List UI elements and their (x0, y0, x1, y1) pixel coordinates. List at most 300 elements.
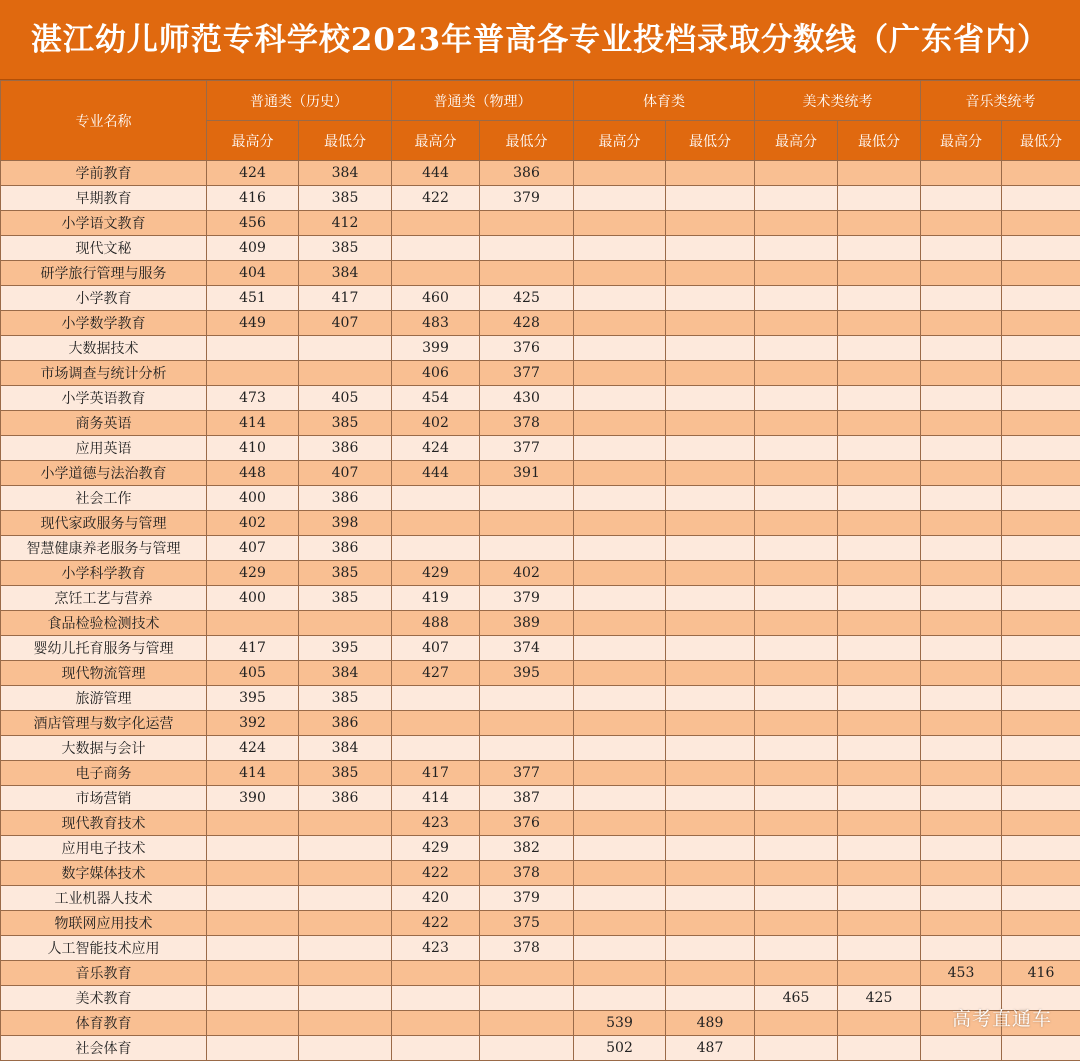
score-cell (574, 411, 666, 436)
score-cell (666, 836, 755, 861)
score-cell (921, 461, 1002, 486)
major-name-cell: 音乐教育 (1, 961, 207, 986)
header-max-sports: 最高分 (574, 121, 666, 161)
score-cell (574, 761, 666, 786)
score-cell (755, 361, 838, 386)
score-cell (755, 286, 838, 311)
score-cell (666, 361, 755, 386)
table-row (1, 336, 1080, 361)
score-cell (574, 836, 666, 861)
score-cell (838, 786, 921, 811)
major-name-cell: 美术教育 (1, 986, 207, 1011)
score-cell (1002, 936, 1080, 961)
score-cell (666, 961, 755, 986)
score-cell (921, 611, 1002, 636)
table-row (1, 836, 1080, 861)
score-cell (392, 536, 480, 561)
score-cell (666, 536, 755, 561)
score-cell (1002, 311, 1080, 336)
score-cell (755, 711, 838, 736)
major-name-cell: 小学英语教育 (1, 386, 207, 411)
score-cell: 449 (207, 311, 299, 336)
score-cell (755, 561, 838, 586)
score-cell (574, 586, 666, 611)
score-cell: 386 (299, 536, 392, 561)
score-cell (1002, 761, 1080, 786)
score-cell: 460 (392, 286, 480, 311)
major-name-cell: 小学语文教育 (1, 211, 207, 236)
score-cell (755, 336, 838, 361)
score-cell (1002, 611, 1080, 636)
score-cell: 398 (299, 511, 392, 536)
score-cell (299, 961, 392, 986)
score-cell (1002, 436, 1080, 461)
score-cell (574, 936, 666, 961)
header-max-music: 最高分 (921, 121, 1002, 161)
score-cell (838, 711, 921, 736)
score-cell (921, 161, 1002, 186)
score-cell (921, 261, 1002, 286)
score-cell (574, 911, 666, 936)
score-cell: 488 (392, 611, 480, 636)
score-cell (299, 836, 392, 861)
score-cell (755, 861, 838, 886)
table-row (1, 386, 1080, 411)
table-row (1, 161, 1080, 186)
score-cell: 384 (299, 261, 392, 286)
score-cell (1002, 236, 1080, 261)
score-cell (574, 536, 666, 561)
score-cell (755, 636, 838, 661)
table-row (1, 411, 1080, 436)
score-cell (838, 361, 921, 386)
major-name-cell: 市场调查与统计分析 (1, 361, 207, 386)
score-cell: 454 (392, 386, 480, 411)
score-cell (1002, 161, 1080, 186)
header-group-art: 美术类统考 (755, 81, 921, 121)
table-row (1, 186, 1080, 211)
score-cell (480, 511, 574, 536)
score-cell (838, 486, 921, 511)
major-name-cell: 小学教育 (1, 286, 207, 311)
major-name-cell: 学前教育 (1, 161, 207, 186)
score-cell (921, 811, 1002, 836)
score-cell: 402 (480, 561, 574, 586)
score-cell (299, 336, 392, 361)
score-cell (755, 961, 838, 986)
major-name-cell: 现代家政服务与管理 (1, 511, 207, 536)
score-cell: 377 (480, 361, 574, 386)
score-cell: 374 (480, 636, 574, 661)
major-name-cell: 大数据技术 (1, 336, 207, 361)
score-cell (574, 461, 666, 486)
score-cell (1002, 411, 1080, 436)
score-cell: 387 (480, 786, 574, 811)
score-cell (755, 811, 838, 836)
score-cell (838, 961, 921, 986)
score-cell: 375 (480, 911, 574, 936)
score-cell (207, 836, 299, 861)
score-cell (666, 761, 755, 786)
score-cell (666, 711, 755, 736)
score-cell (666, 186, 755, 211)
score-cell: 422 (392, 186, 480, 211)
score-cell (666, 161, 755, 186)
score-cell: 395 (299, 636, 392, 661)
score-cell (666, 411, 755, 436)
score-cell: 417 (207, 636, 299, 661)
score-cell (921, 311, 1002, 336)
score-cell: 423 (392, 936, 480, 961)
score-cell (574, 286, 666, 311)
score-cell (838, 436, 921, 461)
score-cell (921, 586, 1002, 611)
score-cell (1002, 261, 1080, 286)
table-row (1, 261, 1080, 286)
score-cell (755, 211, 838, 236)
score-cell (574, 161, 666, 186)
score-cell: 425 (838, 986, 921, 1011)
score-cell (838, 886, 921, 911)
table-row (1, 236, 1080, 261)
watermark: 高考直通车 (952, 1004, 1052, 1031)
score-cell (921, 786, 1002, 811)
score-cell: 451 (207, 286, 299, 311)
score-cell (755, 261, 838, 286)
major-name-cell: 旅游管理 (1, 686, 207, 711)
score-cell (1002, 511, 1080, 536)
major-name-cell: 小学数学教育 (1, 311, 207, 336)
score-cell (574, 736, 666, 761)
score-cell (921, 936, 1002, 961)
score-cell (207, 336, 299, 361)
score-cell: 406 (392, 361, 480, 386)
score-cell (921, 236, 1002, 261)
score-cell (574, 861, 666, 886)
score-cell (1002, 886, 1080, 911)
score-cell (666, 261, 755, 286)
score-cell (392, 236, 480, 261)
score-cell: 384 (299, 661, 392, 686)
score-cell (838, 611, 921, 636)
score-cell: 378 (480, 936, 574, 961)
major-name-cell: 人工智能技术应用 (1, 936, 207, 961)
score-cell (755, 1036, 838, 1061)
score-cell: 489 (666, 1011, 755, 1036)
score-cell: 395 (207, 686, 299, 711)
score-cell: 444 (392, 161, 480, 186)
score-cell (574, 611, 666, 636)
major-name-cell: 早期教育 (1, 186, 207, 211)
score-cell (207, 861, 299, 886)
score-cell (574, 986, 666, 1011)
score-cell: 420 (392, 886, 480, 911)
score-cell: 473 (207, 386, 299, 411)
score-cell (574, 886, 666, 911)
score-cell (1002, 736, 1080, 761)
score-cell (666, 861, 755, 886)
score-cell (1002, 336, 1080, 361)
score-cell (838, 336, 921, 361)
score-cell: 422 (392, 861, 480, 886)
score-cell: 389 (480, 611, 574, 636)
score-cell (574, 386, 666, 411)
score-cell (838, 286, 921, 311)
score-cell (755, 586, 838, 611)
score-cell (921, 361, 1002, 386)
score-cell (921, 636, 1002, 661)
table-row (1, 861, 1080, 886)
table-row (1, 986, 1080, 1011)
score-cell (392, 261, 480, 286)
header-max-physics: 最高分 (392, 121, 480, 161)
score-cell: 502 (574, 1036, 666, 1061)
score-cell (755, 161, 838, 186)
score-cell (1002, 711, 1080, 736)
score-cell (574, 311, 666, 336)
table-row (1, 761, 1080, 786)
score-cell (838, 936, 921, 961)
table-row (1, 211, 1080, 236)
score-cell: 424 (207, 736, 299, 761)
major-name-cell: 体育教育 (1, 1011, 207, 1036)
score-cell (574, 686, 666, 711)
score-cell (838, 811, 921, 836)
score-cell (921, 911, 1002, 936)
score-cell (755, 511, 838, 536)
score-cell (921, 211, 1002, 236)
score-cell (480, 236, 574, 261)
score-cell (207, 986, 299, 1011)
score-cell (574, 211, 666, 236)
score-cell: 416 (207, 186, 299, 211)
score-cell (838, 461, 921, 486)
score-cell (1002, 836, 1080, 861)
score-cell (392, 511, 480, 536)
score-cell (1002, 286, 1080, 311)
score-cell (666, 461, 755, 486)
score-cell (666, 636, 755, 661)
score-cell: 400 (207, 486, 299, 511)
score-cell: 419 (392, 586, 480, 611)
major-name-cell: 研学旅行管理与服务 (1, 261, 207, 286)
score-cell: 386 (299, 711, 392, 736)
score-cell: 422 (392, 911, 480, 936)
major-name-cell: 数字媒体技术 (1, 861, 207, 886)
score-cell (755, 611, 838, 636)
table-row (1, 486, 1080, 511)
header-min-physics: 最低分 (480, 121, 574, 161)
score-cell: 390 (207, 786, 299, 811)
score-cell: 414 (207, 761, 299, 786)
score-cell: 409 (207, 236, 299, 261)
score-cell (207, 811, 299, 836)
score-cell (1002, 636, 1080, 661)
table-row (1, 361, 1080, 386)
score-cell (666, 936, 755, 961)
score-cell: 391 (480, 461, 574, 486)
header-group-history: 普通类（历史） (207, 81, 392, 121)
score-cell: 425 (480, 286, 574, 311)
score-cell (480, 1036, 574, 1061)
major-name-cell: 智慧健康养老服务与管理 (1, 536, 207, 561)
header-group-music: 音乐类统考 (921, 81, 1080, 121)
score-cell (1002, 911, 1080, 936)
score-cell (755, 461, 838, 486)
major-name-cell: 现代教育技术 (1, 811, 207, 836)
score-cell (207, 611, 299, 636)
score-cell: 385 (299, 686, 392, 711)
major-name-cell: 大数据与会计 (1, 736, 207, 761)
score-cell (755, 186, 838, 211)
major-name-cell: 电子商务 (1, 761, 207, 786)
score-cell (574, 186, 666, 211)
score-cell (480, 686, 574, 711)
score-cell (574, 261, 666, 286)
table-row (1, 1036, 1080, 1061)
score-cell (1002, 186, 1080, 211)
major-name-cell: 市场营销 (1, 786, 207, 811)
score-cell (207, 1036, 299, 1061)
score-cell (1002, 661, 1080, 686)
table-row (1, 811, 1080, 836)
score-cell (392, 686, 480, 711)
major-name-cell: 婴幼儿托育服务与管理 (1, 636, 207, 661)
score-cell (574, 786, 666, 811)
major-name-cell: 酒店管理与数字化运营 (1, 711, 207, 736)
score-cell: 465 (755, 986, 838, 1011)
score-cell (666, 661, 755, 686)
score-cell (480, 736, 574, 761)
score-cell: 417 (299, 286, 392, 311)
score-cell (838, 1011, 921, 1036)
score-cell (574, 811, 666, 836)
score-cell: 395 (480, 661, 574, 686)
score-cell (392, 711, 480, 736)
score-cell: 385 (299, 586, 392, 611)
score-cell: 412 (299, 211, 392, 236)
score-cell (392, 486, 480, 511)
score-cell: 417 (392, 761, 480, 786)
score-cell (1002, 536, 1080, 561)
score-cell (666, 386, 755, 411)
table-row (1, 536, 1080, 561)
score-cell (755, 236, 838, 261)
score-cell: 402 (392, 411, 480, 436)
score-cell (755, 536, 838, 561)
score-table (0, 80, 1080, 1061)
score-cell: 405 (299, 386, 392, 411)
score-cell (755, 886, 838, 911)
score-cell (838, 311, 921, 336)
score-cell: 414 (207, 411, 299, 436)
score-cell (755, 686, 838, 711)
score-cell (666, 686, 755, 711)
score-cell: 385 (299, 186, 392, 211)
score-cell (480, 211, 574, 236)
score-cell (921, 836, 1002, 861)
score-cell: 407 (392, 636, 480, 661)
score-cell (574, 236, 666, 261)
score-cell: 384 (299, 736, 392, 761)
header-group-sports: 体育类 (574, 81, 755, 121)
score-cell: 414 (392, 786, 480, 811)
score-cell (392, 961, 480, 986)
score-cell (480, 536, 574, 561)
score-cell (755, 311, 838, 336)
score-cell (666, 886, 755, 911)
score-cell: 400 (207, 586, 299, 611)
score-cell (480, 711, 574, 736)
score-cell (755, 911, 838, 936)
score-cell (574, 636, 666, 661)
score-cell (921, 436, 1002, 461)
score-cell (1002, 586, 1080, 611)
score-cell: 386 (299, 786, 392, 811)
score-cell: 385 (299, 561, 392, 586)
score-cell (1002, 486, 1080, 511)
score-cell (574, 486, 666, 511)
score-cell (666, 511, 755, 536)
score-cell (838, 636, 921, 661)
score-cell (392, 736, 480, 761)
score-cell: 379 (480, 186, 574, 211)
score-cell (299, 886, 392, 911)
score-cell (838, 911, 921, 936)
score-cell (755, 761, 838, 786)
table-row (1, 961, 1080, 986)
score-cell (1002, 1036, 1080, 1061)
score-cell: 407 (299, 311, 392, 336)
score-cell (921, 736, 1002, 761)
score-cell (921, 411, 1002, 436)
table-row (1, 661, 1080, 686)
score-cell (207, 886, 299, 911)
score-cell (574, 661, 666, 686)
score-cell: 424 (207, 161, 299, 186)
score-cell: 407 (299, 461, 392, 486)
score-cell: 385 (299, 411, 392, 436)
score-cell (666, 436, 755, 461)
header-min-art: 最低分 (838, 121, 921, 161)
score-cell (838, 836, 921, 861)
score-cell (921, 1036, 1002, 1061)
score-cell (207, 1011, 299, 1036)
score-cell: 407 (207, 536, 299, 561)
score-cell: 385 (299, 236, 392, 261)
score-cell (666, 911, 755, 936)
score-cell (838, 236, 921, 261)
score-cell: 423 (392, 811, 480, 836)
score-cell (755, 786, 838, 811)
table-row (1, 286, 1080, 311)
score-cell: 376 (480, 811, 574, 836)
score-cell: 404 (207, 261, 299, 286)
score-cell (1002, 811, 1080, 836)
score-cell: 430 (480, 386, 574, 411)
score-cell (666, 486, 755, 511)
major-name-cell: 烹饪工艺与营养 (1, 586, 207, 611)
score-cell (666, 286, 755, 311)
score-cell: 386 (299, 486, 392, 511)
table-row (1, 586, 1080, 611)
page-title: 湛江幼儿师范专科学校2023年普高各专业投档录取分数线（广东省内） (0, 0, 1080, 80)
score-cell (299, 361, 392, 386)
score-cell (755, 486, 838, 511)
major-name-cell: 物联网应用技术 (1, 911, 207, 936)
score-cell (1002, 561, 1080, 586)
score-cell (1002, 361, 1080, 386)
